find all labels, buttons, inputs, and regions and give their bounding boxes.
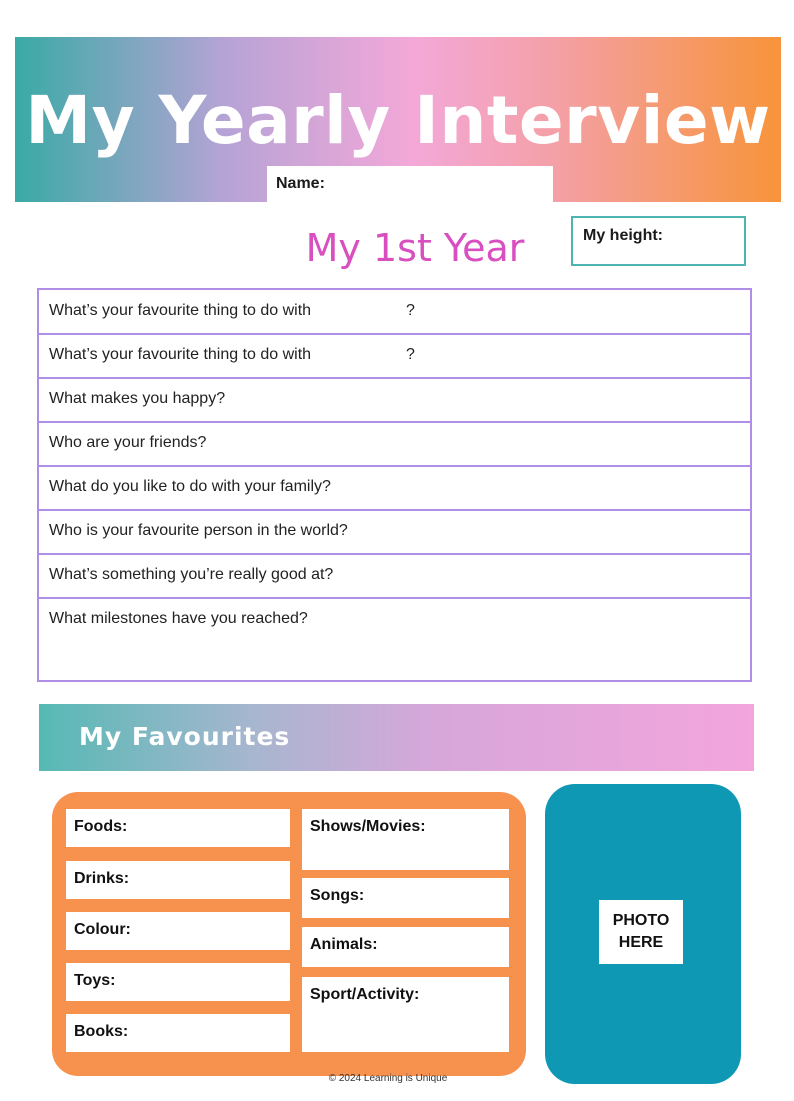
question-text: Who are your friends? [49,434,207,451]
favourite-label: Songs: [310,887,365,904]
favourite-label: Animals: [310,936,378,953]
favourite-colour-field[interactable] [66,912,290,950]
question-row[interactable] [39,466,750,511]
favourite-label: Drinks: [74,870,130,887]
year-title: My 1st Year [305,226,525,270]
question-row[interactable] [39,378,750,423]
name-field[interactable] [267,166,553,202]
height-label: My height: [583,227,663,244]
favourite-label: Books: [74,1023,129,1040]
question-text: What’s your favourite thing to do with [49,302,312,319]
favourite-books-field[interactable] [66,1014,290,1052]
favourite-label: Sport/Activity: [310,986,420,1003]
question-text: What milestones have you reached? [49,610,308,627]
favourite-sport-field[interactable] [302,977,509,1052]
copyright-footer: © 2024 Learning is Unique [328,1073,448,1084]
photo-frame [545,784,741,1084]
question-mark: ? [406,302,415,319]
favourite-label: Colour: [74,921,131,938]
photo-placeholder[interactable] [599,900,683,964]
favourite-label: Toys: [74,972,116,989]
question-text: What do you like to do with your family? [49,478,331,495]
question-text: What makes you happy? [49,390,226,407]
favourite-foods-field[interactable] [66,809,290,847]
page-title: My Yearly Interview [25,82,771,159]
question-row[interactable] [39,554,750,599]
photo-label-line2: HERE [618,934,664,951]
question-text: What’s something you’re really good at? [49,566,334,583]
photo-label-line1: PHOTO [612,912,670,929]
favourite-label: Foods: [74,818,128,835]
favourite-label: Shows/Movies: [310,818,426,835]
questions-table [37,288,752,682]
question-text: Who is your favourite person in the world? [49,522,348,539]
favourites-banner [39,704,754,771]
favourite-songs-field[interactable] [302,878,509,918]
favourites-title: My Favourites [79,722,291,751]
question-row[interactable] [39,290,750,335]
favourite-shows-field[interactable] [302,809,509,870]
question-row[interactable] [39,422,750,467]
question-row[interactable] [39,334,750,379]
question-mark: ? [406,346,415,363]
favourites-frame [52,792,526,1076]
favourite-animals-field[interactable] [302,927,509,967]
favourite-toys-field[interactable] [66,963,290,1001]
question-row[interactable] [39,598,750,680]
question-row[interactable] [39,510,750,555]
title-banner [15,37,781,202]
favourite-drinks-field[interactable] [66,861,290,899]
question-text: What’s your favourite thing to do with [49,346,312,363]
name-label: Name: [276,175,325,192]
